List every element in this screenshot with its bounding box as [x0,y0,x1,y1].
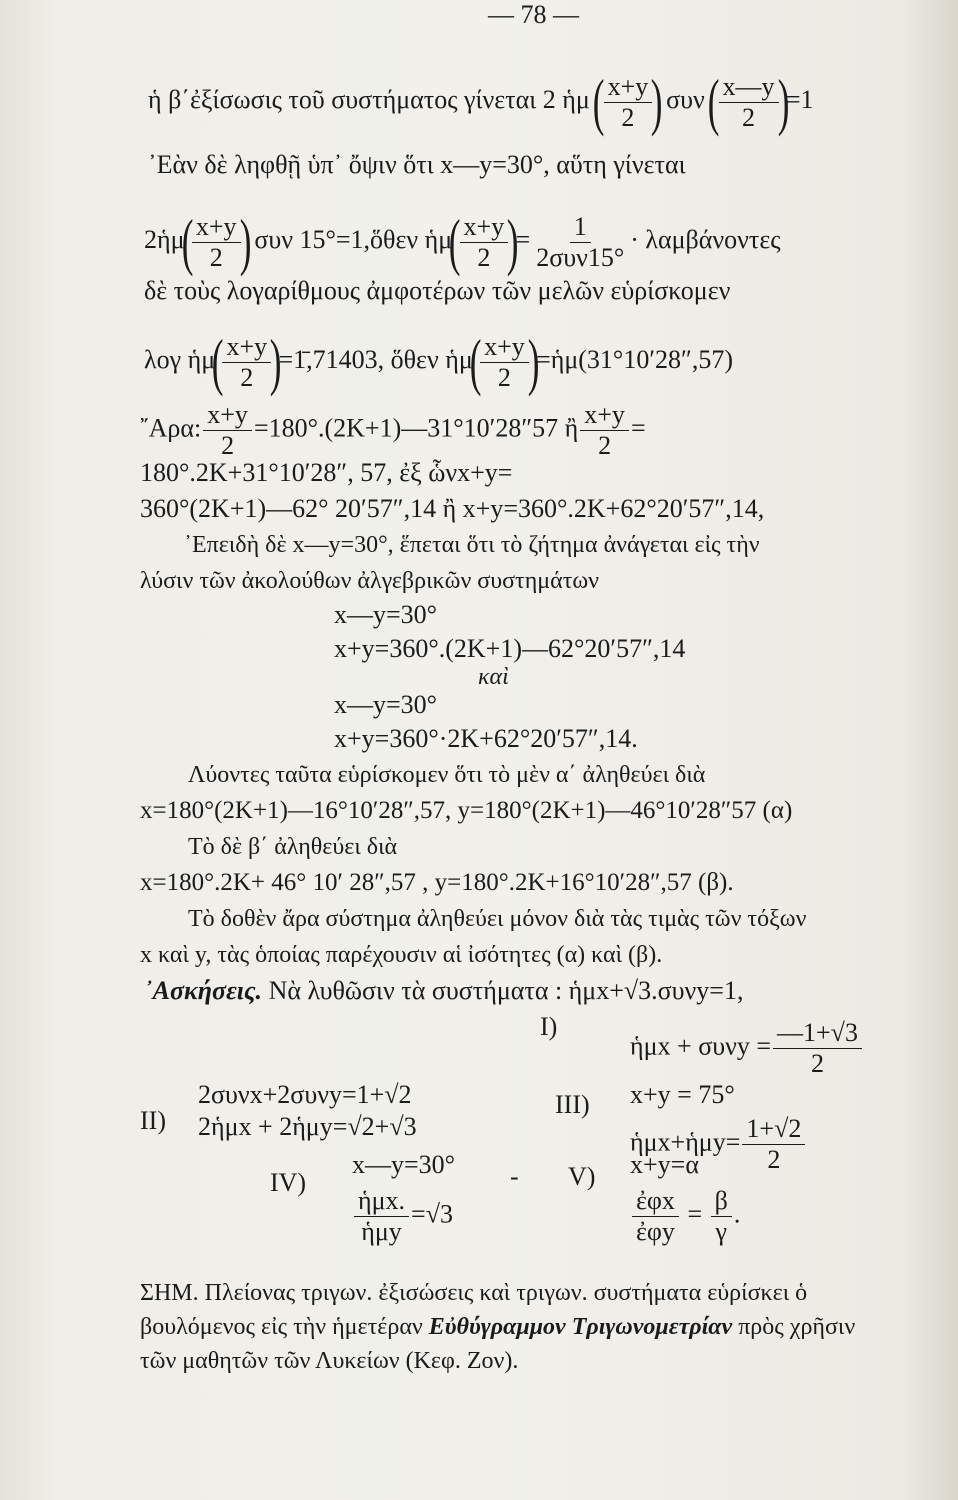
system-2-eq-1: x—y=30° [334,690,438,719]
text-line-20: Τὸ δοθὲν ἄρα σύστημα ἀληθεύει μόνον διὰ τὰς τιμὰς τῶν τόξων [188,906,807,932]
paren-open: ( [593,66,605,137]
system-1-eq-1: x—y=30° [334,600,438,629]
exercise-1-eq: ἡμx + συνy = $\frac{—1+√3}{2}$ [630,1020,864,1077]
system-1-eq-2: x+y=360°.(2K+1)—62°20′57″,14 [334,634,686,663]
paren-close: ) [777,66,790,137]
fraction: $\frac{x+y}{2}$ [604,74,653,131]
paren-close: ) [651,66,663,137]
system-2-eq-2: x+y=360°·2K+62°20′57″,14. [334,724,638,753]
exercise-1-label: I) [540,1012,558,1041]
equation-line-3: 2ἡμ( $\frac{x+y}{2}$ ) συν 15°=1,ὅθεν ἡμ( $\frac{x+y}{2}$ )= $\frac{1}{\text{2συν15°}}$ · λαμβάνοντες [144,206,781,277]
solution-beta: x=180°.2K+ 46° 10′ 28″,57 , y=180°.2K+16°10′28″,57 (β). [140,869,734,896]
text: συν [666,84,705,114]
equation-line-8: 360°(2K+1)—62° 20′57″,14 ἢ x+y=360°.2K+62°20′57″,14, [140,494,765,523]
exercise-3-eq-2: ἡμx+ἡμy= $\frac{1+√2}{2}$ [630,1116,807,1173]
text: ἡ β΄ἐξίσωσις τοῦ συστήματος γίνεται 2 ἡμ [148,84,590,114]
equation-line-7: 180°.2K+31°10′28″, 57, ἐξ ὧνx+y= [140,458,513,487]
exercises-intro: Νὰ λυθῶσιν τὰ συστήματα : ἡμx+√3.συνy=1, [268,976,744,1005]
exercise-5-eq-1: x+y=α [630,1150,699,1179]
exercise-2-label: II) [140,1106,166,1135]
dash: - [510,1162,519,1191]
exercises-heading-line [144,976,743,1006]
exercise-5-label: V) [568,1162,596,1191]
exercise-2-eq-2: 2ἡμx + 2ἡμy=√2+√3 [198,1112,417,1141]
fraction: $\frac{x—y}{2}$ [719,74,779,131]
text-line-21: x καὶ y, τὰς ὁποίας παρέχουσιν αἱ ἰσότητες (α) καὶ (β). [140,942,663,968]
paren-open: ( [708,66,720,137]
text: =1 [785,84,814,114]
equation-line-1 [148,66,814,137]
exercise-5-eq-2: $\frac{\text{ἐφx}}{\text{ἐφy}}$ = $\frac{\beta}{\gamma}$ . [630,1188,740,1245]
note-line-3: τῶν μαθητῶν τῶν Λυκείων (Κεφ. Ζον). [140,1348,519,1374]
text-line-16: Λύοντες ταῦτα εὑρίσκομεν ὅτι τὸ μὲν α΄ ἀληθεύει διὰ [188,762,706,788]
text-line-4: δὲ τοὺς λογαρίθμους ἀμφοτέρων τῶν μελῶν εὑρίσκομεν [144,276,731,305]
exercises-heading: ᾿Ασκήσεις. [144,976,263,1005]
note-line-2: βουλόμενος εἰς τὴν ἡμετέραν Εὐθύγραμμον Τριγωνομετρίαν πρὸς χρῆσιν [140,1314,856,1340]
exercise-4-label: IV) [270,1168,307,1197]
exercise-4-eq-1: x—y=30° [352,1150,456,1179]
equation-line-6: ῎Αρα: $\frac{x+y}{2}$ =180°.(2K+1)—31°10′28″57 ἢ $\frac{x+y}{2}$ = [140,400,646,460]
text-line-2: ᾿Εὰν δὲ ληφθῇ ὑπ᾿ ὄψιν ὅτι x—y=30°, αὕτη γίνεται [148,150,686,179]
note-line-1: ΣΗΜ. Πλείονας τριγων. ἐξισώσεις καὶ τριγων. συστήματα εὑρίσκει ὁ [140,1280,808,1306]
exercise-4-eq-2: $\frac{\text{ἡμx.}}{\text{ἡμy}}$ =√3 [352,1188,453,1245]
equation-line-5: λογ ἡμ( $\frac{x+y}{2}$ )=1̄,71403, ὅθεν ἡμ( $\frac{x+y}{2}$ )=ἡμ(31°10′28″,57) [144,326,733,397]
book-title: Εὐθύγραμμον Τριγωνομετρίαν [428,1314,733,1340]
exercise-3-label: III) [555,1090,590,1119]
solution-alpha: x=180°(2K+1)—16°10′28″,57, y=180°(2K+1)—46°10′28″57 (α) [140,797,793,824]
text-line-9: ᾿Επειδὴ δὲ x—y=30°, ἕπεται ὅτι τὸ ζήτημα ἀνάγεται εἰς τὴν [184,532,760,558]
page-number: — 78 — [488,0,579,29]
conjunction-kai: καὶ [478,664,509,690]
text-line-18: Τὸ δὲ β΄ ἀληθεύει διὰ [188,834,398,860]
exercise-3-eq-1: x+y = 75° [630,1080,735,1109]
text-line-10: λύσιν τῶν ἀκολούθων ἀλγεβρικῶν συστημάτων [140,568,599,594]
exercise-2-eq-1: 2συνx+2συνy=1+√2 [198,1080,412,1109]
